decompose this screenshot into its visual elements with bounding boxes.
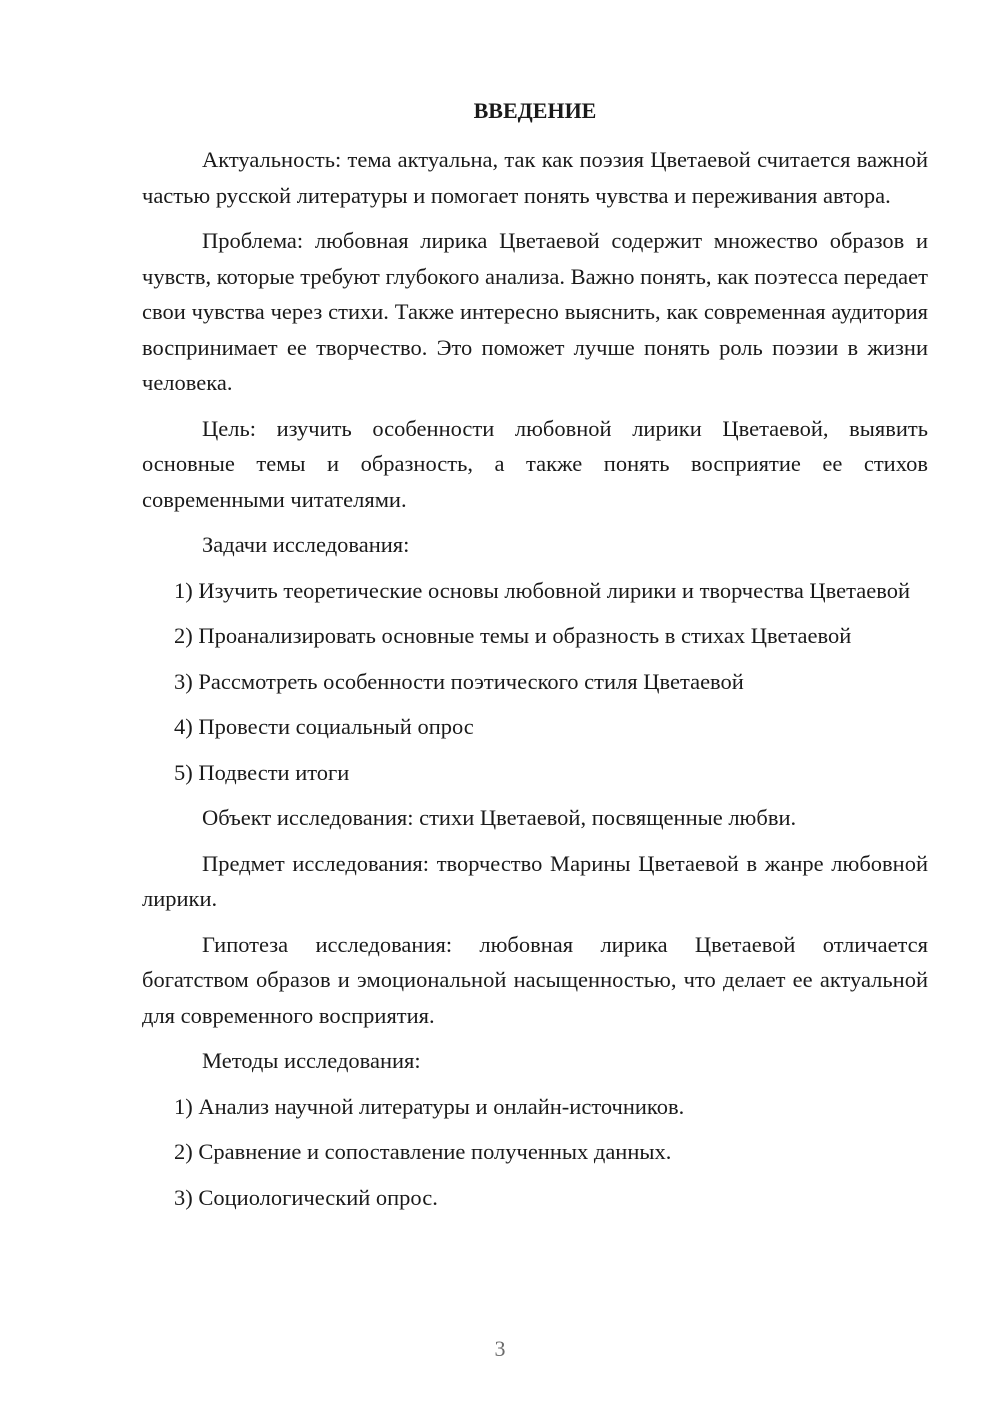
methods-heading: Методы исследования: — [202, 1048, 421, 1073]
task-item: 2) Проанализировать основные темы и образность в стихах Цветаевой — [174, 623, 852, 648]
method-item: 1) Анализ научной литературы и онлайн-источников. — [174, 1093, 685, 1119]
task-item: 1) Изучить теоретические основы любовной лирики и творчества Цветаевой — [174, 577, 910, 603]
task-item: 4) Провести социальный опрос — [174, 714, 474, 739]
task-item: 3) Рассмотреть особенности поэтического стиля Цветаевой — [174, 668, 744, 694]
method-item: 3) Социологический опрос. — [174, 1184, 438, 1210]
page-title: ВВЕДЕНИЕ — [473, 98, 597, 123]
task-item: 5) Подвести итоги — [174, 759, 350, 785]
document-body — [142, 142, 928, 1225]
goal-paragraph: Цель: изучить особенности любовной лирики Цветаевой, выявить основные темы и образность, а также понять восприятие ее стихов современными читателями. — [142, 415, 928, 512]
subject-paragraph: Предмет исследования: творчество Марины Цветаевой в жанре любовной лирики. — [142, 850, 928, 911]
relevance-paragraph: Актуальность: тема актуальна, так как поэзия Цветаевой считается важной частью русской литературы и помогает понять чувства и переживания автора. — [142, 147, 928, 208]
hypothesis-paragraph: Гипотеза исследования: любовная лирика Цветаевой отличается богатством образов и эмоциональной насыщенностью, что делает ее актуальной для современного восприятия. — [142, 931, 928, 1028]
tasks-heading: Задачи исследования: — [202, 532, 410, 557]
problem-paragraph: Проблема: любовная лирика Цветаевой содержит множество образов и чувств, которые требуют глубокого анализа. Важно понять, как поэтесса передает свои чувства через стихи. Также интересно выяснить, как современная аудитория воспринимает ее творчество. Это поможет лучше понять роль поэзии в жизни человека. — [142, 228, 928, 395]
method-item: 2) Сравнение и сопоставление полученных данных. — [174, 1139, 672, 1164]
object-paragraph: Объект исследования: стихи Цветаевой, посвященные любви. — [202, 805, 797, 830]
page-number: 3 — [494, 1336, 506, 1361]
